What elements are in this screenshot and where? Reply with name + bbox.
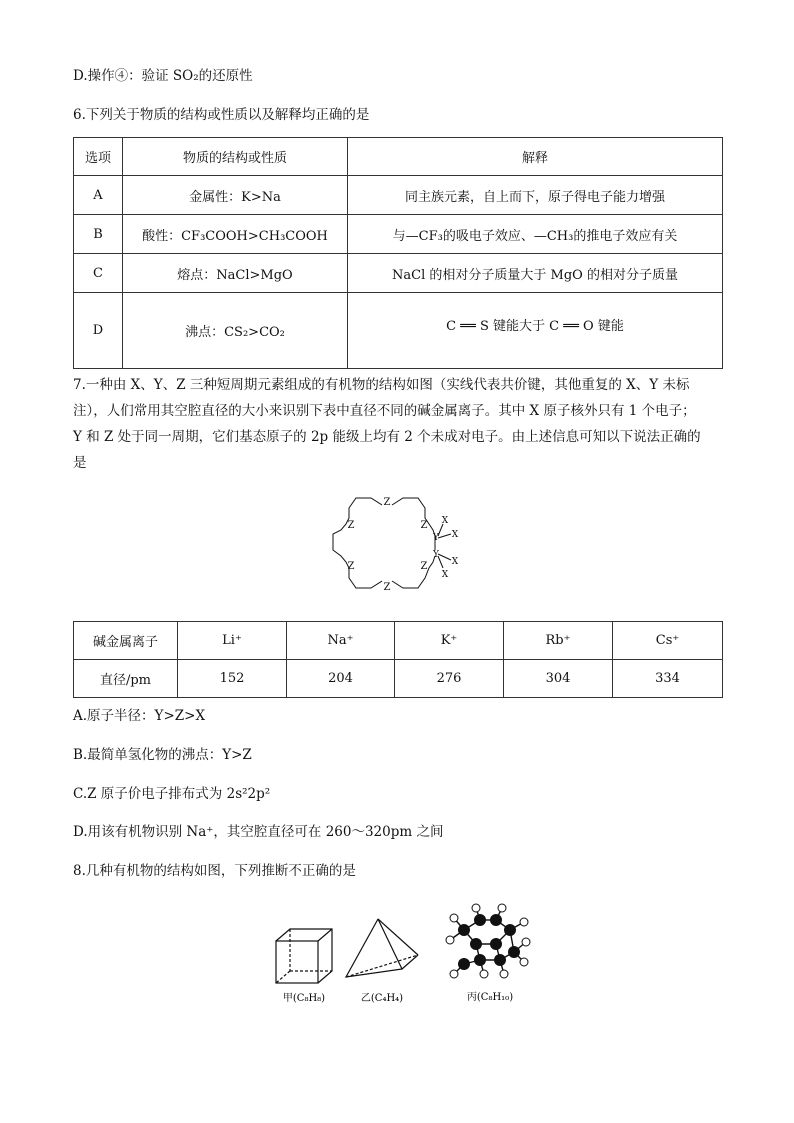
q7-stem-line1: 7.一种由 X、Y、Z 三种短周期元素组成的有机物的结构如图（实线代表共价键，其他重复的 X、Y 未标 (73, 377, 690, 393)
ring-atom-z: Z (420, 520, 428, 531)
q6-header-row (74, 138, 723, 176)
crown-ether-structure-figure (325, 490, 475, 602)
q7-option-a: A.原子半径：Y>Z>X (73, 708, 206, 724)
ion-k: K⁺ (395, 622, 504, 660)
q6-option-c: C (74, 254, 123, 293)
table-row (74, 622, 723, 660)
diameter-na: 204 (287, 660, 395, 698)
table-row (74, 215, 723, 254)
q7-stem-line4: 是 (73, 455, 87, 471)
ion-rb: Rb⁺ (504, 622, 613, 660)
cube-bonds (276, 929, 332, 983)
ring-atom-x: X (441, 516, 449, 526)
caption-bing: 丙(C₈H₁₀) (466, 992, 514, 1003)
ring-bonds (333, 498, 451, 588)
ring-atom-z: Z (383, 497, 391, 508)
q6-option-b: B (74, 215, 123, 254)
diameter-k: 276 (395, 660, 504, 698)
carbon-atoms (458, 914, 520, 970)
ring-atom-y: Y (433, 533, 439, 543)
q6-table (73, 137, 723, 369)
caption-yi: 乙(C₄H₄) (360, 993, 404, 1004)
q6-option-a: A (74, 176, 123, 215)
ring-atom-x: X (441, 570, 449, 580)
ring-atom-z: Z (420, 561, 428, 572)
q8-stem: 8.几种有机物的结构如图，下列推断不正确的是 (73, 863, 356, 879)
hydrogen-atoms (446, 904, 530, 978)
table-row (74, 254, 723, 293)
diameter-rb: 304 (504, 660, 613, 698)
q7-option-c: C.Z 原子价电子排布式为 2s²2p² (73, 786, 271, 802)
q6-property-b: 酸性：CF₃COOH>CH₃COOH (123, 215, 348, 254)
q7-ion-table (73, 621, 723, 698)
q6-explanation-a: 同主族元素，自上而下，原子得电子能力增强 (348, 176, 723, 215)
q6-stem: 6.下列关于物质的结构或性质以及解释均正确的是 (73, 107, 370, 123)
q6-option-d: D (74, 293, 123, 369)
cubane-figure (268, 925, 340, 1007)
diameter-li: 152 (178, 660, 287, 698)
q6-explanation-d: C ══ S 键能大于 C ══ O 键能 (348, 293, 723, 369)
q6-header-property: 物质的结构或性质 (123, 138, 348, 176)
tetrahedrane-figure (342, 915, 422, 1007)
q6-header-explanation: 解释 (348, 138, 723, 176)
q7-stem-line2: 注），人们常用其空腔直径的大小来识别下表中直径不同的碱金属离子。其中 X 原子核外只有 1 个电子； (73, 403, 696, 419)
ion-li: Li⁺ (178, 622, 287, 660)
ion-cs: Cs⁺ (613, 622, 723, 660)
ion-row-label: 碱金属离子 (74, 622, 178, 660)
ion-na: Na⁺ (287, 622, 395, 660)
table-row (74, 660, 723, 698)
q6-header-option: 选项 (74, 138, 123, 176)
ring-atom-x: X (451, 530, 459, 540)
caption-jia: 甲(C₈H₈) (282, 993, 326, 1004)
ring-atom-y: Y (433, 550, 439, 560)
table-row (74, 176, 723, 215)
q6-explanation-c: NaCl 的相对分子质量大于 MgO 的相对分子质量 (348, 254, 723, 293)
diameter-row-label: 直径/pm (74, 660, 178, 698)
ring-atom-z: Z (347, 520, 355, 531)
table-row (74, 293, 723, 369)
ring-atom-x: X (451, 557, 459, 567)
ring-atom-z: Z (383, 582, 391, 593)
tetrahedron-bonds (346, 919, 418, 977)
diameter-cs: 334 (613, 660, 723, 698)
q7-stem-line3: Y 和 Z 处于同一周期，它们基态原子的 2p 能级上均有 2 个未成对电子。由上述信息可知以下说法正确的 (73, 429, 701, 445)
ball-stick-model-figure (440, 900, 540, 1008)
q7-option-d: D.用该有机物识别 Na⁺，其空腔直径可在 260～320pm 之间 (73, 824, 444, 840)
q7-option-b: B.最简单氢化物的沸点：Y>Z (73, 747, 252, 763)
q6-property-a: 金属性：K>Na (123, 176, 348, 215)
q5-option-d: D.操作④：验证 SO₂的还原性 (73, 68, 253, 84)
q6-explanation-b: 与—CF₃的吸电子效应、—CH₃的推电子效应有关 (348, 215, 723, 254)
q6-property-c: 熔点：NaCl>MgO (123, 254, 348, 293)
ring-atom-z: Z (347, 561, 355, 572)
q6-property-d: 沸点：CS₂>CO₂ (123, 293, 348, 369)
